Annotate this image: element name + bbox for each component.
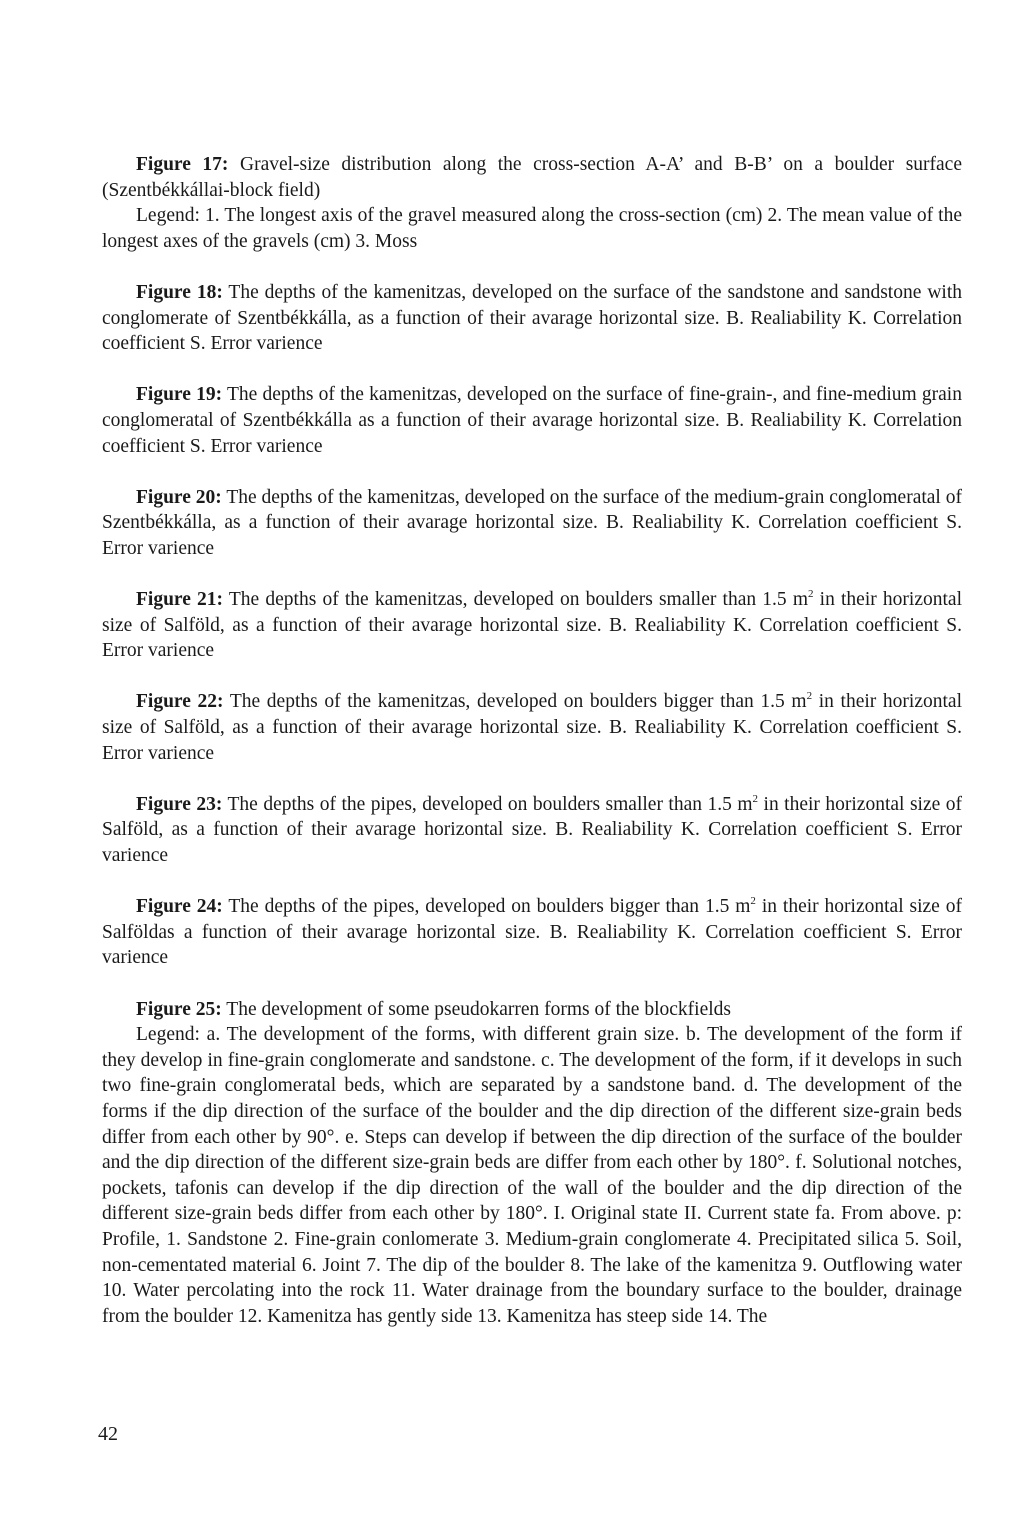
figure-label: Figure 22: (136, 691, 224, 713)
caption-figure-25 (102, 997, 962, 1330)
caption-text (102, 280, 962, 357)
caption-body: The depths of the kamenitzas, developed on boulders smaller than 1.5 m (223, 589, 808, 611)
caption-body: The depths of the kamenitzas, developed on the surface of the medium-grain conglomeratal of Szentbékkálla, as a function of their avarage horizontal size. B. Realiability K. Correlation coefficient S. Error varience (102, 486, 962, 559)
figure-label: Figure 21: (136, 589, 224, 611)
caption-body: The depths of the kamenitzas, developed on boulders bigger than 1.5 m (223, 691, 807, 713)
superscript: 2 (752, 792, 759, 805)
caption-body: Gravel-size distribution along the cross-section A-A’ and B-B’ on a boulder surface (Szentbékkállai-block field) (102, 154, 962, 201)
figure-label: Figure 20: (136, 486, 222, 508)
caption-text (102, 689, 962, 766)
caption-figure-18 (102, 280, 962, 357)
superscript: 2 (806, 690, 813, 703)
caption-body: The development of some pseudokarren forms of the blockfields (221, 998, 731, 1020)
superscript: 2 (750, 895, 756, 908)
caption-figure-20 (102, 485, 962, 562)
caption-figure-23 (102, 792, 962, 869)
caption-text (102, 485, 962, 562)
caption-figure-24 (102, 894, 962, 971)
caption-body: The depths of the kamenitzas, developed on the surface of fine-grain-, and fine-medium grain conglomeratal of Szentbékkálla as a function of their avarage horizontal size. B. Realiability K. Correlation coefficient S. Error varience (102, 384, 962, 457)
caption-figure-22 (102, 689, 962, 766)
document-body (102, 152, 962, 1355)
caption-legend: Legend: 1. The longest axis of the gravel measured along the cross-section (cm) 2. The mean value of the longest axes of the gravels (cm) 3. Moss (102, 205, 962, 252)
figure-label: Figure 24: (136, 896, 223, 918)
page-number: 42 (98, 1423, 118, 1445)
figure-label: Figure 19: (136, 384, 223, 406)
caption-text (102, 587, 962, 664)
caption-text (102, 792, 962, 869)
caption-body-cont: in their horizontal size of Salföldas a function of their avarage horizontal size. B. Realiability K. Correlation coefficient S. Error varience (102, 896, 962, 969)
caption-body: The depths of the kamenitzas, developed on the surface of the sandstone and sandstone with conglomerate of Szentbékkálla, as a function of their avarage horizontal size. B. Realiability K. Correlation coefficient S. Error varience (102, 281, 962, 355)
caption-figure-17 (102, 152, 962, 254)
figure-label: Figure 23: (136, 793, 223, 815)
caption-text (102, 382, 962, 459)
caption-body: The depths of the pipes, developed on boulders smaller than 1.5 m (222, 793, 753, 815)
caption-text (102, 894, 962, 971)
caption-body-cont: in their horizontal size of Salföld, as a function of their avarage horizontal size. B. Realiability K. Correlation coefficient S. Error varience (102, 589, 962, 662)
caption-text (102, 997, 962, 1023)
figure-label: Figure 17: (136, 154, 229, 175)
figure-label: Figure 25: (136, 998, 222, 1020)
figure-label: Figure 18: (136, 281, 223, 303)
caption-legend: Legend: a. The development of the forms, with different grain size. b. The development of the form if they develop in fine-grain conglomerate and sandstone. c. The development of the form, if it develops in such two fine-grain conglomeratal beds, which are separated by a sandstone band. d. The development of the forms if the dip direction of the surface of the boulder and the dip direction of the different size-grain beds differ from each other by 90°. e. Steps can develop if between the dip direction of the surface of the boulder and the dip direction of the different size-grain beds are differ from each other by 180°. f. Solutional notches, pockets, tafonis can develop if the dip direction of the wall of the boulder and the dip direction of the different size-grain beds differ from each other by 180°. I. Original state II. Current state fa. From above. p: Profile, 1. Sandstone 2. Fine-grain conlomerate 3. Medium-grain conglomerate 4. Precipitated silica 5. Soil, non-cementated material 6. Joint 7. The dip of the boulder 8. The lake of the kamenitza 9. Outflowing water 10. Water percolating into the rock 11. Water drainage from the boundary surface to the boulder, drainage from the boulder 12. Kamenitza has gently side 13. Kamenitza has steep side 14. The (102, 1024, 962, 1327)
superscript: 2 (808, 588, 814, 601)
caption-figure-19 (102, 382, 962, 459)
caption-text (102, 152, 962, 203)
caption-body: The depths of the pipes, developed on boulders bigger than 1.5 m (222, 896, 751, 918)
caption-body-cont: in their horizontal size of Salföld, as a function of their avarage horizontal size. B. Realiability K. Correlation coefficient S. Error varience (102, 691, 962, 764)
caption-figure-21 (102, 587, 962, 664)
caption-body-cont: in their horizontal size of Salföld, as a function of their avarage horizontal size. B. Realiability K. Correlation coefficient S. Error varience (102, 793, 962, 867)
